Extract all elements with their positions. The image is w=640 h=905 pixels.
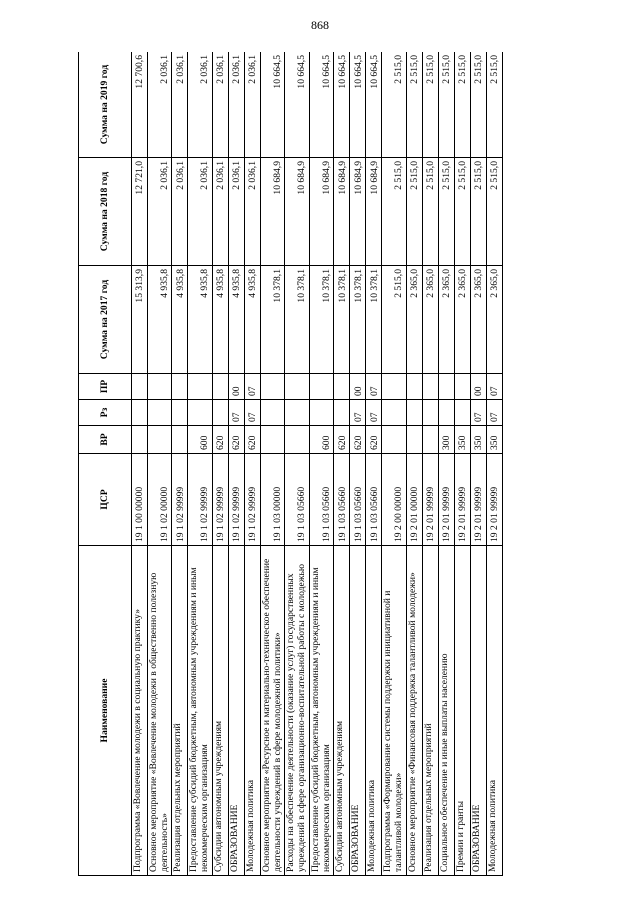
cell-pr: 00: [228, 374, 244, 400]
cell-sum-2019: 2 515,0: [438, 52, 454, 158]
cell-name: ОБРАЗОВАНИЕ: [350, 546, 366, 876]
cell-vr: 600: [188, 426, 212, 454]
cell-sum-2018: 10 684,9: [334, 158, 350, 266]
cell-sum-2018: 2 515,0: [486, 158, 502, 266]
cell-sum-2017: 10 378,1: [350, 266, 366, 374]
table-row: [228, 52, 244, 876]
cell-vr: [285, 426, 309, 454]
header-sum-2018: Сумма на 2018 год: [79, 158, 132, 266]
cell-name: Реализация отдельных мероприятий: [422, 546, 438, 876]
cell-pr: [132, 374, 148, 400]
cell-name: Субсидии автономным учреждениям: [334, 546, 350, 876]
cell-sum-2018: 2 515,0: [382, 158, 406, 266]
cell-sum-2018: 2 036,1: [188, 158, 212, 266]
cell-vr: [172, 426, 188, 454]
table-row: [260, 52, 284, 876]
cell-rz: [132, 400, 148, 426]
cell-sum-2018: 10 684,9: [309, 158, 333, 266]
cell-sum-2017: 10 378,1: [366, 266, 382, 374]
cell-name: Социальное обеспечение и иные выплаты населению: [438, 546, 454, 876]
cell-sum-2017: 2 365,0: [486, 266, 502, 374]
cell-vr: 350: [486, 426, 502, 454]
cell-vr: 350: [454, 426, 470, 454]
cell-sum-2017: 10 378,1: [260, 266, 284, 374]
cell-sum-2019: 2 036,1: [148, 52, 172, 158]
cell-sum-2017: 10 378,1: [309, 266, 333, 374]
table-body: [132, 52, 503, 876]
rotated-table-container: [78, 52, 578, 876]
cell-pr: [454, 374, 470, 400]
cell-sum-2019: 2 515,0: [422, 52, 438, 158]
cell-sum-2017: 4 935,8: [148, 266, 172, 374]
cell-sum-2017: 10 378,1: [334, 266, 350, 374]
table-row: [148, 52, 172, 876]
cell-csr: 19 2 01 99999: [422, 454, 438, 546]
cell-pr: [260, 374, 284, 400]
cell-sum-2017: 2 365,0: [406, 266, 422, 374]
cell-vr: [382, 426, 406, 454]
cell-vr: [422, 426, 438, 454]
cell-pr: 00: [350, 374, 366, 400]
cell-name: Реализация отдельных мероприятий: [172, 546, 188, 876]
cell-sum-2017: 2 365,0: [422, 266, 438, 374]
cell-csr: 19 1 03 05660: [366, 454, 382, 546]
cell-sum-2019: 2 036,1: [212, 52, 228, 158]
cell-sum-2019: 10 664,5: [366, 52, 382, 158]
cell-sum-2017: 4 935,8: [228, 266, 244, 374]
cell-vr: 620: [228, 426, 244, 454]
cell-name: Предоставление субсидий бюджетным, автономным учреждениям и иным некоммерческим организациям: [188, 546, 212, 876]
cell-csr: 19 2 01 99999: [438, 454, 454, 546]
table-row: [132, 52, 148, 876]
cell-pr: [212, 374, 228, 400]
cell-rz: [334, 400, 350, 426]
cell-sum-2019: 12 700,6: [132, 52, 148, 158]
cell-name: Молодежная политика: [366, 546, 382, 876]
cell-sum-2019: 2 036,1: [228, 52, 244, 158]
rotated-table-region: [78, 52, 578, 876]
cell-pr: [309, 374, 333, 400]
table-row: [172, 52, 188, 876]
cell-sum-2018: 2 515,0: [454, 158, 470, 266]
cell-sum-2019: 2 515,0: [470, 52, 486, 158]
cell-pr: 07: [244, 374, 260, 400]
cell-csr: 19 2 00 00000: [382, 454, 406, 546]
cell-sum-2017: 2 365,0: [438, 266, 454, 374]
cell-pr: [188, 374, 212, 400]
cell-sum-2019: 2 515,0: [382, 52, 406, 158]
cell-pr: [334, 374, 350, 400]
cell-sum-2019: 2 515,0: [454, 52, 470, 158]
cell-pr: 07: [486, 374, 502, 400]
cell-vr: 620: [212, 426, 228, 454]
cell-rz: [406, 400, 422, 426]
cell-csr: 19 1 03 05660: [350, 454, 366, 546]
cell-csr: 19 1 02 99999: [188, 454, 212, 546]
cell-name: Подпрограмма «Вовлечение молодежи в социальную практику»: [132, 546, 148, 876]
cell-sum-2018: 2 515,0: [438, 158, 454, 266]
cell-sum-2018: 2 036,1: [244, 158, 260, 266]
cell-pr: 00: [470, 374, 486, 400]
cell-sum-2018: 2 036,1: [228, 158, 244, 266]
cell-csr: 19 2 01 99999: [454, 454, 470, 546]
table-row: [212, 52, 228, 876]
table-row: [334, 52, 350, 876]
cell-vr: 620: [366, 426, 382, 454]
cell-name: Основное мероприятие «Вовлечение молодежи в общественно полезную деятельность»: [148, 546, 172, 876]
header-pr: ПР: [79, 374, 132, 400]
cell-rz: [309, 400, 333, 426]
cell-vr: 620: [350, 426, 366, 454]
cell-sum-2018: 2 036,1: [148, 158, 172, 266]
cell-sum-2018: 10 684,9: [285, 158, 309, 266]
cell-rz: 07: [366, 400, 382, 426]
cell-vr: [132, 426, 148, 454]
cell-vr: [406, 426, 422, 454]
cell-sum-2017: 2 515,0: [382, 266, 406, 374]
cell-csr: 19 2 01 99999: [470, 454, 486, 546]
cell-sum-2018: 10 684,9: [260, 158, 284, 266]
cell-rz: [260, 400, 284, 426]
cell-rz: [382, 400, 406, 426]
table-row: [244, 52, 260, 876]
cell-name: Расходы на обеспечение деятельности (оказание услуг) государственных учреждений в сфере организационно-воспитательной работы с молодежью: [285, 546, 309, 876]
cell-rz: 07: [350, 400, 366, 426]
cell-vr: 300: [438, 426, 454, 454]
cell-rz: [188, 400, 212, 426]
cell-csr: 19 1 02 99999: [228, 454, 244, 546]
cell-rz: [172, 400, 188, 426]
header-csr: ЦСР: [79, 454, 132, 546]
cell-sum-2017: 4 935,8: [244, 266, 260, 374]
cell-csr: 19 1 02 99999: [244, 454, 260, 546]
cell-sum-2019: 2 036,1: [244, 52, 260, 158]
cell-name: ОБРАЗОВАНИЕ: [470, 546, 486, 876]
cell-rz: 07: [244, 400, 260, 426]
cell-rz: [438, 400, 454, 426]
budget-table: [78, 52, 503, 876]
cell-csr: 19 2 01 00000: [406, 454, 422, 546]
cell-sum-2017: 2 365,0: [470, 266, 486, 374]
cell-name: Молодежная политика: [486, 546, 502, 876]
cell-name: Основное мероприятие «Ресурсное и материально-техническое обеспечение деятельности учреждений в сфере молодежной политики»: [260, 546, 284, 876]
table-row: [309, 52, 333, 876]
cell-pr: [382, 374, 406, 400]
cell-sum-2019: 2 036,1: [172, 52, 188, 158]
cell-sum-2017: 4 935,8: [172, 266, 188, 374]
cell-rz: [285, 400, 309, 426]
cell-sum-2018: 10 684,9: [350, 158, 366, 266]
cell-rz: 07: [228, 400, 244, 426]
cell-pr: [422, 374, 438, 400]
cell-sum-2018: 2 515,0: [406, 158, 422, 266]
cell-pr: [285, 374, 309, 400]
cell-sum-2017: 4 935,8: [212, 266, 228, 374]
cell-rz: 07: [486, 400, 502, 426]
cell-name: Предоставление субсидий бюджетным, автономным учреждениям и иным некоммерческим организациям: [309, 546, 333, 876]
cell-csr: 19 1 02 00000: [148, 454, 172, 546]
cell-rz: [212, 400, 228, 426]
cell-name: Субсидии автономным учреждениям: [212, 546, 228, 876]
cell-csr: 19 2 01 99999: [486, 454, 502, 546]
table-row: [422, 52, 438, 876]
cell-name: ОБРАЗОВАНИЕ: [228, 546, 244, 876]
cell-csr: 19 1 03 00000: [260, 454, 284, 546]
cell-csr: 19 1 03 05660: [309, 454, 333, 546]
cell-rz: [148, 400, 172, 426]
cell-sum-2017: 15 313,9: [132, 266, 148, 374]
cell-sum-2019: 2 515,0: [406, 52, 422, 158]
cell-name: Молодежная политика: [244, 546, 260, 876]
cell-sum-2018: 2 036,1: [212, 158, 228, 266]
table-row: [454, 52, 470, 876]
table-row: [406, 52, 422, 876]
cell-rz: [422, 400, 438, 426]
cell-sum-2019: 2 036,1: [188, 52, 212, 158]
table-row: [486, 52, 502, 876]
cell-name: Подпрограмма «Формирование системы поддержки инициативной и талантливой молодежи»: [382, 546, 406, 876]
cell-sum-2019: 10 664,5: [260, 52, 284, 158]
cell-rz: [454, 400, 470, 426]
cell-pr: 07: [366, 374, 382, 400]
cell-sum-2017: 4 935,8: [188, 266, 212, 374]
header-vr: ВР: [79, 426, 132, 454]
cell-rz: 07: [470, 400, 486, 426]
header-rz: Рз: [79, 400, 132, 426]
header-name: Наименование: [79, 546, 132, 876]
cell-vr: [260, 426, 284, 454]
cell-sum-2018: 12 721,0: [132, 158, 148, 266]
cell-pr: [406, 374, 422, 400]
cell-sum-2018: 2 515,0: [422, 158, 438, 266]
table-row: [438, 52, 454, 876]
cell-vr: 620: [244, 426, 260, 454]
cell-vr: 600: [309, 426, 333, 454]
cell-vr: 620: [334, 426, 350, 454]
page-number: 868: [311, 18, 329, 32]
header-sum-2017: Сумма на 2017 год: [79, 266, 132, 374]
cell-pr: [148, 374, 172, 400]
cell-sum-2018: 2 515,0: [470, 158, 486, 266]
table-header-row: [79, 52, 132, 876]
cell-pr: [172, 374, 188, 400]
table-row: [470, 52, 486, 876]
cell-csr: 19 1 02 99999: [212, 454, 228, 546]
cell-sum-2017: 2 365,0: [454, 266, 470, 374]
cell-sum-2018: 2 036,1: [172, 158, 188, 266]
table-row: [382, 52, 406, 876]
table-row: [285, 52, 309, 876]
header-sum-2019: Сумма на 2019 год: [79, 52, 132, 158]
cell-csr: 19 1 00 00000: [132, 454, 148, 546]
cell-vr: [148, 426, 172, 454]
cell-sum-2017: 10 378,1: [285, 266, 309, 374]
cell-sum-2019: 2 515,0: [486, 52, 502, 158]
cell-csr: 19 1 02 99999: [172, 454, 188, 546]
table-row: [350, 52, 366, 876]
cell-sum-2019: 10 664,5: [285, 52, 309, 158]
cell-sum-2019: 10 664,5: [334, 52, 350, 158]
cell-name: Премии и гранты: [454, 546, 470, 876]
cell-sum-2019: 10 664,5: [350, 52, 366, 158]
cell-vr: 350: [470, 426, 486, 454]
cell-pr: [438, 374, 454, 400]
cell-sum-2019: 10 664,5: [309, 52, 333, 158]
cell-name: Основное мероприятие «Финансовая поддержка талантливой молодежи»: [406, 546, 422, 876]
cell-sum-2018: 10 684,9: [366, 158, 382, 266]
cell-csr: 19 1 03 05660: [334, 454, 350, 546]
table-row: [188, 52, 212, 876]
table-row: [366, 52, 382, 876]
cell-csr: 19 1 03 05660: [285, 454, 309, 546]
